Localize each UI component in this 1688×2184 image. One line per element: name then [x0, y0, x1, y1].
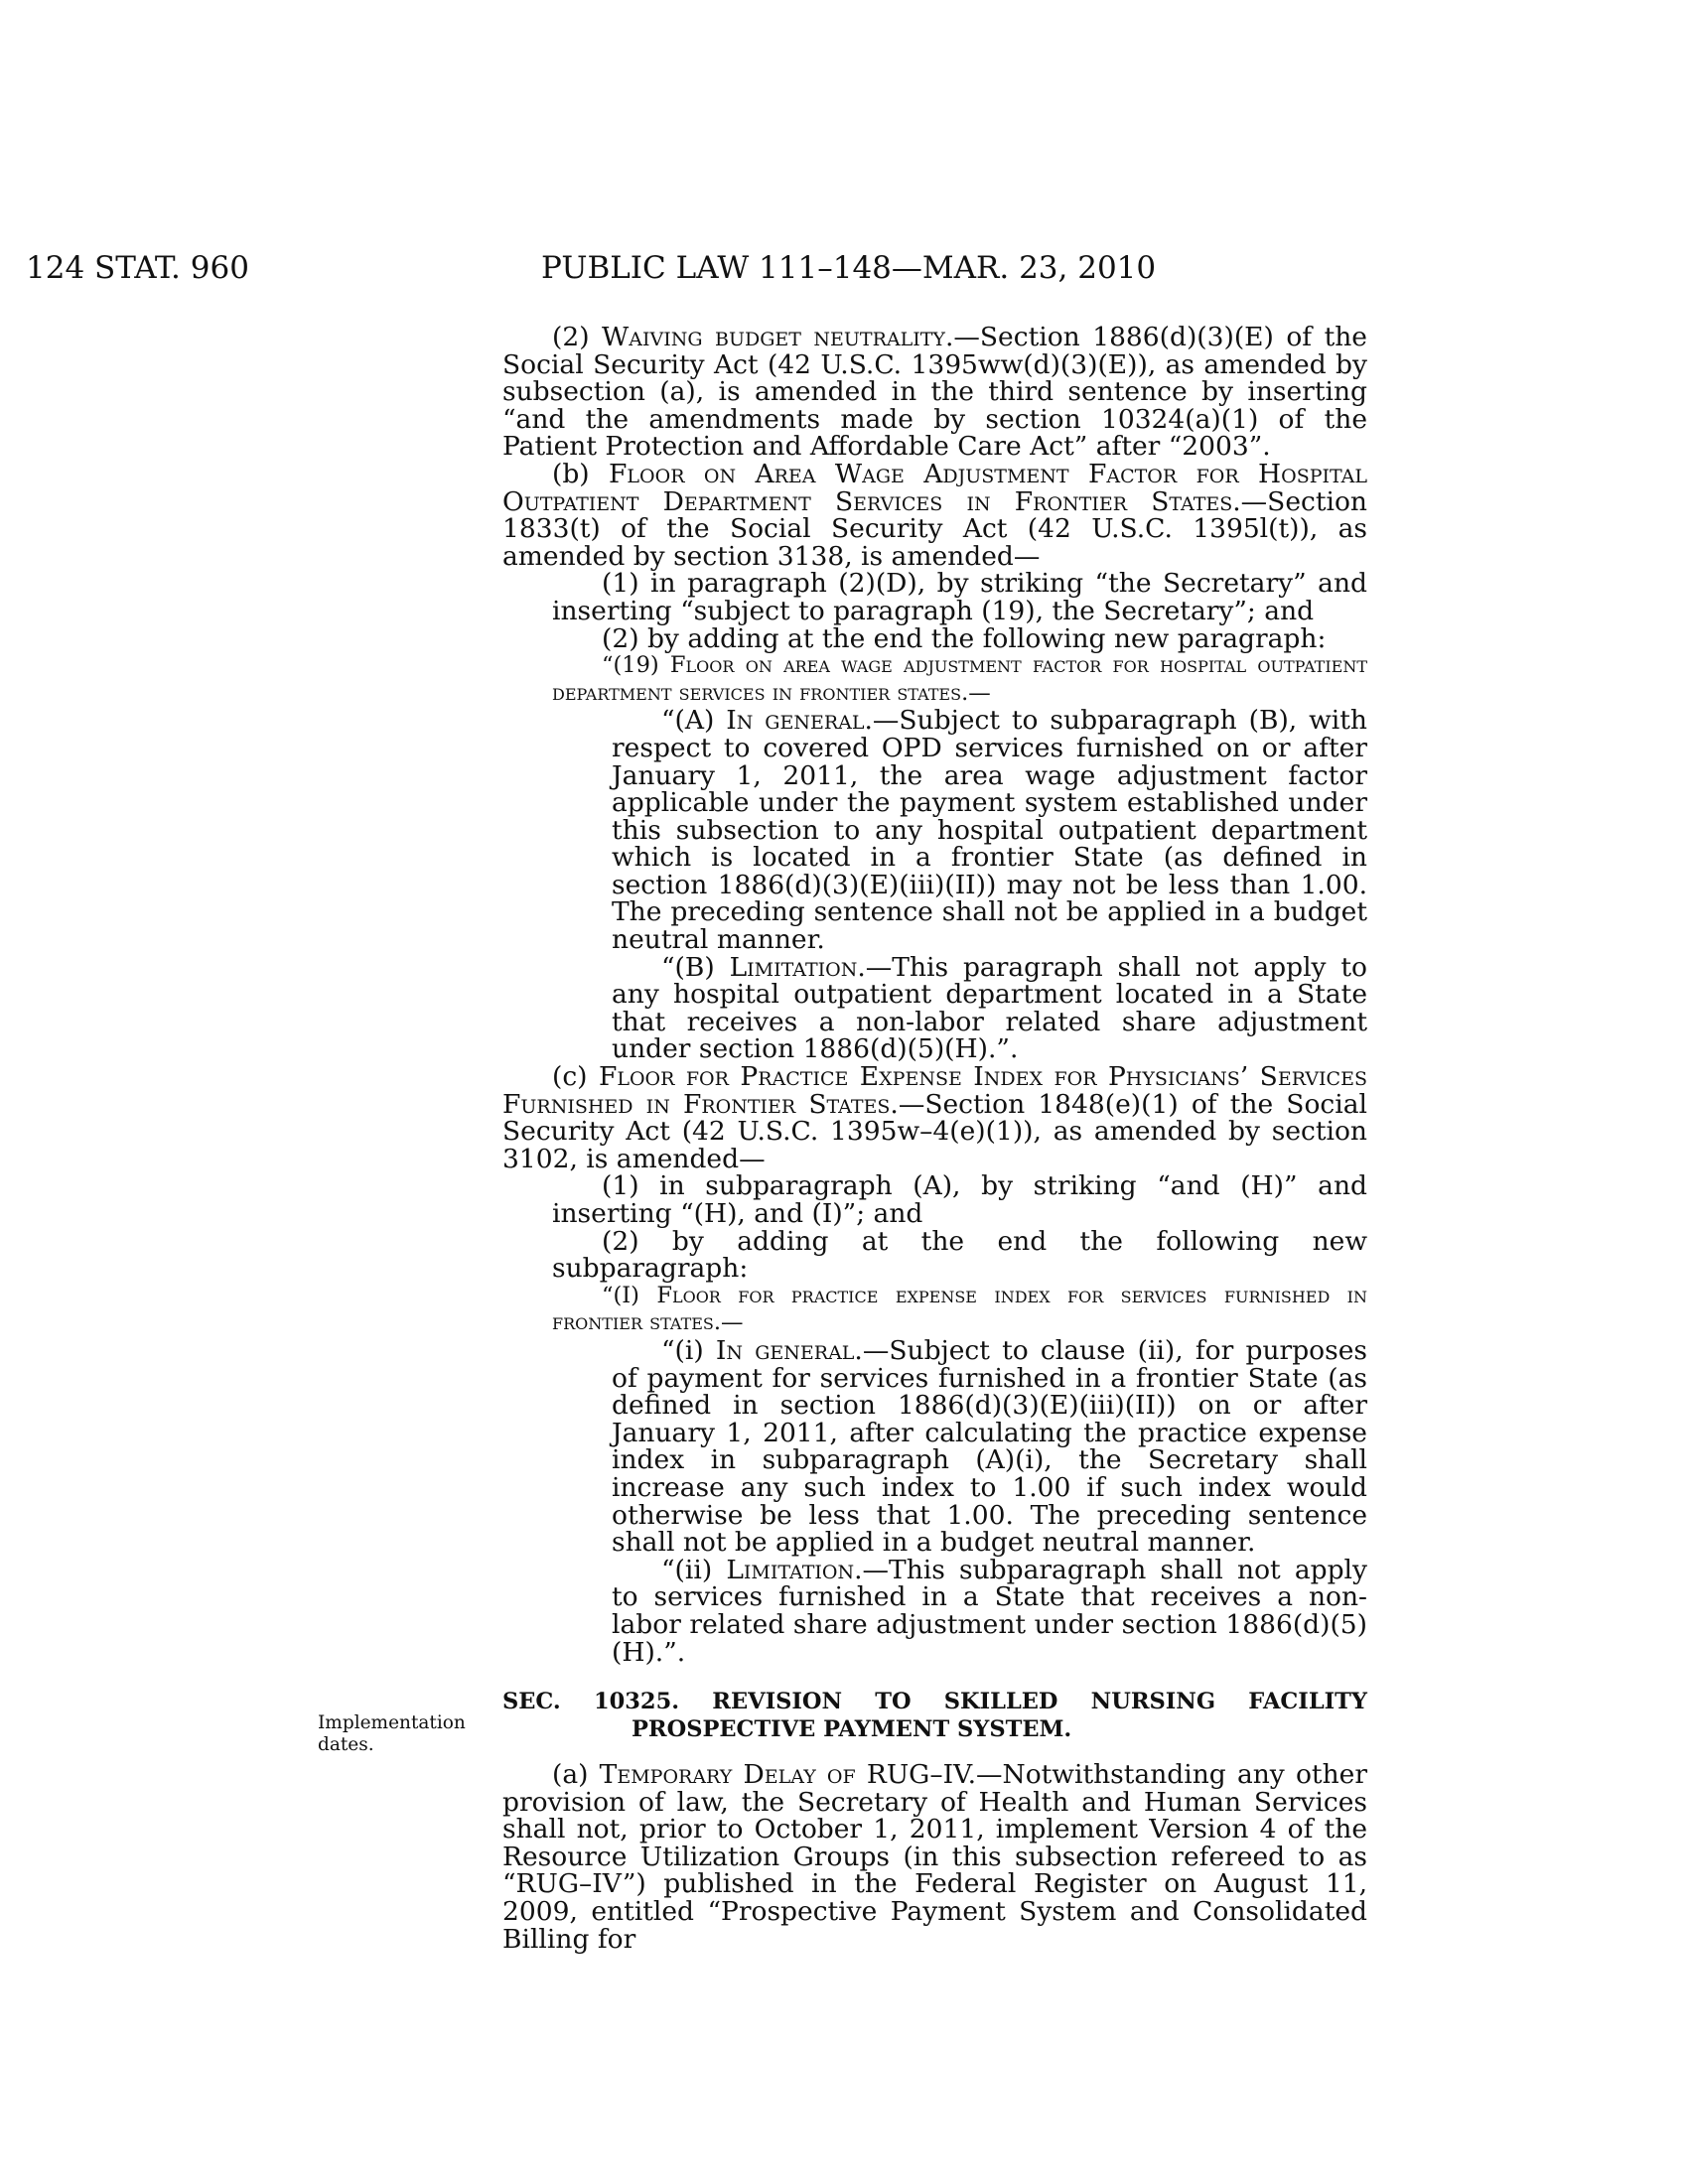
subsection-a-temporary-delay: [502, 1761, 1367, 1953]
para-number: (c): [552, 1061, 599, 1093]
subsection-c: [502, 1063, 1367, 1172]
subparagraph-I-heading: “(I) Floor for practice expense index for services furnished in frontier states.—: [552, 1282, 1367, 1336]
para-text: —Section 1833(t) of the Social Security Act (42 U.S.C. 1395l(t)), as amended by section 3138, is amended—: [502, 485, 1367, 572]
para-heading: Limitation.: [729, 951, 866, 983]
para-text: —This paragraph shall not apply to any hospital outpatient department located in a State that receives a non-labor related share adjustment under section 1886(d)(5)(H).”.: [612, 951, 1367, 1065]
document-body: [502, 324, 1367, 1953]
subsection-b-item-2: (2) by adding at the end the following new paragraph:: [602, 622, 1327, 654]
subsection-b: [502, 458, 1367, 572]
running-header: PUBLIC LAW 111–148—MAR. 23, 2010: [541, 250, 1157, 286]
paragraph-waiving-budget-neutrality: [502, 324, 1367, 461]
margin-note-line: Implementation: [318, 1712, 466, 1733]
para-text: —Notwithstanding any other provision of law, the Secretary of Health and Human Services shall not, prior to October 1, 2011, implement Version 4 of the Resource Utilization Groups (in this subsection refereed to as “RUG–IV”) published in the Federal Register on August 11, 2009, entitled “Prospective Payment System and Consolidated Billing for: [502, 1759, 1367, 1955]
page-stat-number: 124 STAT. 960: [26, 250, 249, 286]
para-number: (2): [552, 322, 603, 352]
para-number: “(A): [661, 705, 727, 737]
paragraph-19-heading: “(19) Floor on area wage adjustment factor for hospital outpatient department services in frontier states.—: [552, 652, 1367, 706]
para-text: —Section 1886(d)(3)(E) of the Social Security Act (42 U.S.C. 1395ww(d)(3)(E)), as amended by subsection (a), is amended in the third sentence by inserting “and the amendments made by section 10324(a)(1) of the Patient Protection and Affordable Care Act” after “2003”.: [502, 322, 1367, 463]
subsection-b-item-1: (1) in paragraph (2)(D), by striking “the Secretary” and inserting “subject to paragraph (19), the Secretary”; and: [552, 568, 1367, 626]
para-heading: In general.: [726, 705, 873, 737]
para-heading: Waiving budget neutrality.: [602, 322, 954, 352]
para-heading: In general.: [715, 1334, 863, 1366]
margin-note-line: dates.: [318, 1734, 374, 1755]
paragraph-19-A: [502, 705, 1367, 956]
paragraph-19-B: [502, 951, 1367, 1065]
subsection-c-item-1: (1) in subparagraph (A), by striking “and (H)” and inserting “(H), and (I)”; and: [552, 1170, 1367, 1229]
para-heading: Limitation.: [726, 1554, 863, 1585]
para-text: —Subject to subparagraph (B), with respect to covered OPD services furnished on or after January 1, 2011, the area wage adjustment factor applicable under the payment system established under this subsection to any hospital outpatient department which is located in a frontier State (as defined in section 1886(d)(3)(E)(iii)(II)) may not be less than 1.00. The preceding sentence shall not be applied in a budget neutral manner.: [612, 705, 1367, 956]
para-number: “(i): [661, 1334, 716, 1366]
section-heading: SEC. 10325. REVISION TO SKILLED NURSING FACILITY PROSPECTIVE PAYMENT SYSTEM.: [502, 1689, 1367, 1743]
subsection-c-item-2: (2) by adding at the end the following new subparagraph:: [552, 1225, 1367, 1285]
clause-ii: [502, 1554, 1367, 1668]
margin-note: [318, 1712, 487, 1756]
para-number: (b): [552, 458, 610, 489]
para-text: —Subject to clause (ii), for purposes of payment for services furnished in a frontier State (as defined in section 1886(d)(3)(E)(iii)(II)) on or after January 1, 2011, after calculating the practice expense index in subparagraph (A)(i), the Secretary shall increase any such index to 1.00 if such index would otherwise be less that 1.00. The preceding sentence shall not be applied in a budget neutral manner.: [612, 1334, 1368, 1559]
para-heading: Floor on Area Wage Adjustment Factor for Hospital Outpatient Department Services in Frontier States.: [502, 458, 1367, 517]
para-number: “(B): [661, 951, 730, 983]
para-number: “(ii): [661, 1554, 727, 1585]
para-heading: Floor for Practice Expense Index for Physicians’ Services Furnished in Frontier States.: [502, 1061, 1367, 1120]
para-text: —Section 1848(e)(1) of the Social Security Act (42 U.S.C. 1395w–4(e)(1)), as amended by section 3102, is amended—: [502, 1088, 1367, 1174]
para-text: —This subparagraph shall not apply to services furnished in a State that receives a non-labor related share adjustment under section 1886(d)(5)(H).”.: [612, 1554, 1367, 1668]
para-heading: Temporary Delay of RUG–IV.: [599, 1759, 976, 1791]
para-number: (a): [552, 1759, 600, 1791]
clause-i: [502, 1334, 1368, 1559]
